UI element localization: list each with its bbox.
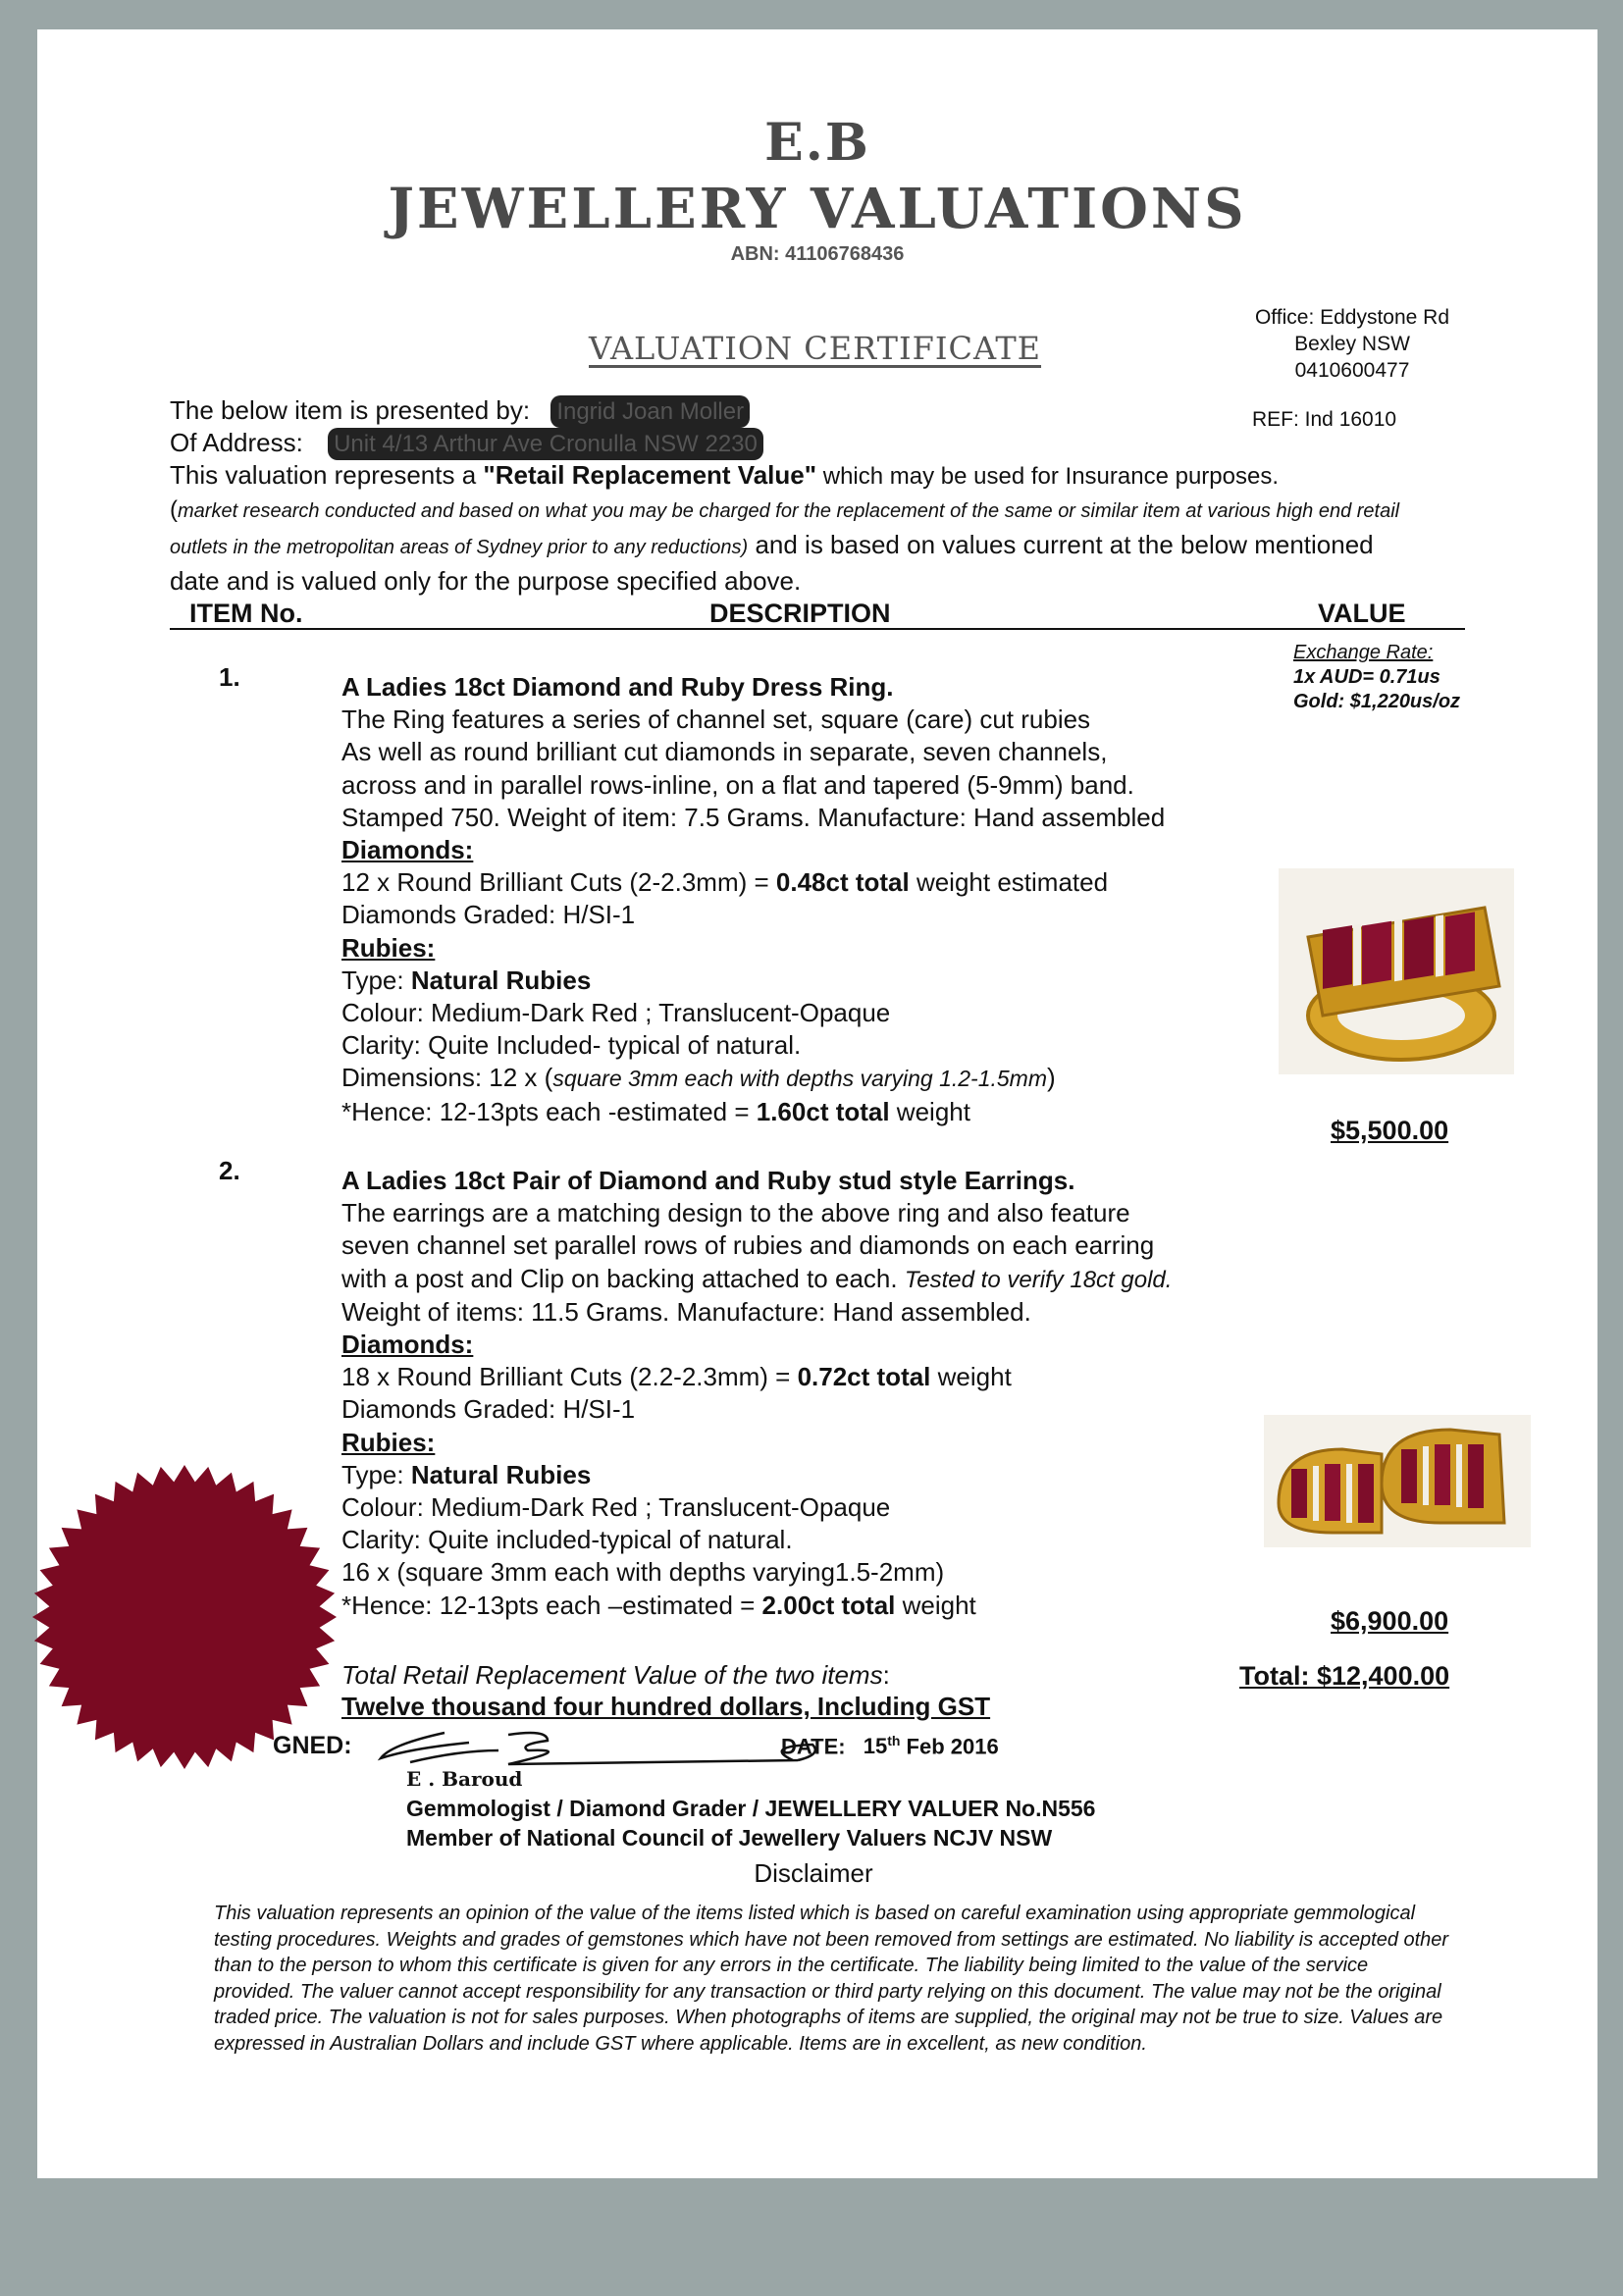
signatory-title: Gemmologist / Diamond Grader / JEWELLERY VALUER No.N556 — [406, 1796, 1096, 1821]
item-value: $5,500.00 — [1331, 1116, 1449, 1145]
rubies-clarity: Clarity: Quite Included- typical of natural. — [341, 1030, 802, 1061]
disclaimer-text: This valuation represents an opinion of the value of the items listed which is based on careful examination using appropriate gemmological testing procedures. Weights and grades of gemstones which have not been removed from settings are estimated. No liability is accepted other than to the person to whom this certificate is given for any errors in the certificate. The liability being limited to the value of the service provided. The valuer cannot accept responsibility for any transaction or third party relying on this document. The value may not be the original traded price. The valuation is not for sales purposes. When photographs of items are supplied, the original may not be true to size. Values are expressed in Australian Dollars and include GST where applicable. Items are in excellent, as new condition. — [214, 1903, 1449, 2055]
rubies-type — [341, 1459, 1283, 1491]
text-italic: Tested to verify 18ct gold. — [904, 1266, 1173, 1293]
header-description: DESCRIPTION — [709, 599, 891, 628]
item-value: $6,900.00 — [1331, 1606, 1449, 1636]
item-line: seven channel set parallel rows of rubies and diamonds on each earring — [341, 1230, 1155, 1261]
office-line: Office: Eddystone Rd — [1254, 306, 1450, 329]
date-label: DATE: — [781, 1734, 846, 1759]
date-suffix: th — [887, 1733, 901, 1748]
office-address — [1205, 304, 1499, 384]
diamonds-heading: Diamonds: — [341, 835, 474, 865]
intro-italic: market research conducted and based on what you may be charged for the replacement of the same or similar item at various high end retail outlets in the metropolitan areas of Sydney prior to any reductions) — [170, 500, 1400, 558]
total-value: Total: $12,400.00 — [1239, 1661, 1450, 1691]
exchange-aud: 1x AUD= 0.71us — [1293, 666, 1440, 688]
header-item-no: ITEM No. — [189, 599, 303, 628]
diamonds-grade: Diamonds Graded: H/SI-1 — [341, 900, 636, 930]
red-wax-seal — [27, 1460, 341, 1774]
signed-label: GNED: — [273, 1732, 352, 1759]
rubies-dimensions — [341, 1062, 1283, 1095]
diamonds-grade: Diamonds Graded: H/SI-1 — [341, 1394, 636, 1425]
certificate-title: VALUATION CERTIFICATE — [589, 330, 1042, 367]
rubies-type — [341, 965, 1283, 997]
company-initials: E.B — [764, 113, 870, 173]
intro-text: This valuation represents a — [170, 460, 484, 490]
exchange-rate — [1293, 641, 1509, 714]
text-bold: 0.48ct total — [775, 867, 910, 898]
company-name: JEWELLERY VALUATIONS — [388, 177, 1247, 241]
intro-text: which may be used for Insurance purposes. — [816, 463, 1279, 490]
certificate-page — [37, 29, 1597, 2178]
text: weight estimated — [909, 867, 1109, 898]
header-rule — [170, 628, 1465, 630]
text: 12 x Round Brilliant Cuts (2-2.3mm) = — [341, 867, 776, 898]
rubies-heading: Rubies: — [341, 932, 436, 963]
item-line: Stamped 750. Weight of item: 7.5 Grams. Manufacture: Hand assembled — [341, 802, 1166, 832]
total-label: Total Retail Replacement Value of the two items — [341, 1660, 883, 1690]
text: weight — [930, 1362, 1012, 1392]
item-number: 1. — [219, 662, 240, 692]
date-rest: Feb 2016 — [900, 1734, 999, 1759]
redacted-address: Unit 4/13 Arthur Ave Cronulla NSW 2230 — [328, 428, 763, 460]
intro-paren: ( — [170, 496, 178, 523]
text: with a post and Clip on backing attached to each. — [341, 1263, 905, 1293]
diamonds-line — [341, 866, 1283, 899]
item-description — [341, 1165, 1283, 1622]
item-title: A Ladies 18ct Pair of Diamond and Ruby stud style Earrings. — [341, 1166, 1075, 1195]
office-phone: 0410600477 — [1294, 359, 1410, 382]
text-italic: square 3mm each with depths varying 1.2-1.5mm — [552, 1066, 1047, 1092]
text-bold: 0.72ct total — [797, 1362, 931, 1392]
exchange-gold: Gold: $1,220us/oz — [1293, 691, 1461, 712]
intro-bold: "Retail Replacement Value" — [483, 460, 817, 490]
total-in-words: Twelve thousand four hundred dollars, Including GST — [341, 1692, 991, 1721]
company-abn: ABN: 41106768436 — [730, 243, 905, 265]
presented-label: The below item is presented by: — [170, 395, 531, 425]
rubies-colour: Colour: Medium-Dark Red ; Translucent-Opaque — [341, 1492, 891, 1523]
text: *Hence: 12-13pts each -estimated = — [341, 1096, 757, 1126]
text: Type: — [341, 965, 411, 995]
text-bold: 2.00ct total — [761, 1590, 896, 1620]
item-line: across and in parallel rows-inline, on a flat and tapered (5-9mm) band. — [341, 769, 1134, 800]
exchange-label: Exchange Rate: — [1293, 642, 1434, 663]
item-line — [341, 1263, 1283, 1296]
reference-number: REF: Ind 16010 — [1252, 408, 1397, 431]
header-value: VALUE — [1318, 599, 1406, 628]
item-description — [341, 671, 1283, 1128]
signatory-name: E . Baroud — [406, 1767, 523, 1791]
address-row — [170, 427, 763, 460]
ring-photo — [1279, 868, 1514, 1074]
signatory-membership: Member of National Council of Jewellery Valuers NCJV NSW — [406, 1825, 1053, 1851]
text-bold: Natural Rubies — [410, 965, 592, 995]
total-label-row — [341, 1660, 890, 1691]
diamonds-line — [341, 1361, 1283, 1393]
item-weight: Weight of items: 11.5 Grams. Manufacture: Hand assembled. — [341, 1296, 1031, 1327]
intro-paragraph-2 — [170, 495, 1416, 601]
total-colon: : — [882, 1660, 890, 1690]
rubies-dimensions: 16 x (square 3mm each with depths varying1.5-2mm) — [341, 1557, 945, 1588]
rubies-heading: Rubies: — [341, 1427, 436, 1457]
item-line: The Ring features a series of channel set, square (care) cut rubies — [341, 704, 1091, 735]
rubies-clarity: Clarity: Quite included-typical of natural. — [341, 1525, 793, 1555]
date-day: 15 — [863, 1734, 888, 1759]
text-bold: 1.60ct total — [756, 1096, 890, 1126]
item-line: As well as round brilliant cut diamonds in separate, seven channels, — [341, 737, 1108, 767]
text: 18 x Round Brilliant Cuts (2.2-2.3mm) = — [341, 1362, 798, 1392]
presented-by — [170, 394, 750, 428]
text: *Hence: 12-13pts each –estimated = — [341, 1590, 762, 1620]
text: Dimensions: 12 x ( — [341, 1063, 553, 1093]
intro-tail: and is based on values current at the below mentioned date and is valued only for the purpose specified above. — [170, 530, 1374, 596]
intro-line-1 — [170, 459, 1436, 493]
office-line: Bexley NSW — [1294, 333, 1410, 355]
item-line: The earrings are a matching design to the above ring and also feature — [341, 1198, 1130, 1228]
date-row — [781, 1733, 999, 1759]
earrings-image — [1264, 1415, 1531, 1547]
rubies-hence — [341, 1590, 1283, 1622]
text: Type: — [341, 1459, 411, 1489]
redacted-name: Ingrid Joan Moller — [550, 395, 750, 428]
text-bold: Natural Rubies — [410, 1459, 592, 1489]
text: weight — [889, 1096, 970, 1126]
text: weight — [895, 1590, 976, 1620]
earrings-photo — [1264, 1415, 1531, 1547]
address-label: Of Address: — [170, 428, 303, 457]
seal-shape — [32, 1465, 337, 1769]
item-title: A Ladies 18ct Diamond and Ruby Dress Ring. — [341, 672, 894, 702]
diamonds-heading: Diamonds: — [341, 1330, 474, 1360]
rubies-hence — [341, 1096, 1283, 1128]
ring-image — [1279, 868, 1514, 1074]
item-number: 2. — [219, 1156, 240, 1185]
disclaimer-heading: Disclaimer — [754, 1858, 873, 1888]
rubies-colour: Colour: Medium-Dark Red ; Translucent-Opaque — [341, 998, 891, 1028]
text: ) — [1047, 1063, 1056, 1093]
